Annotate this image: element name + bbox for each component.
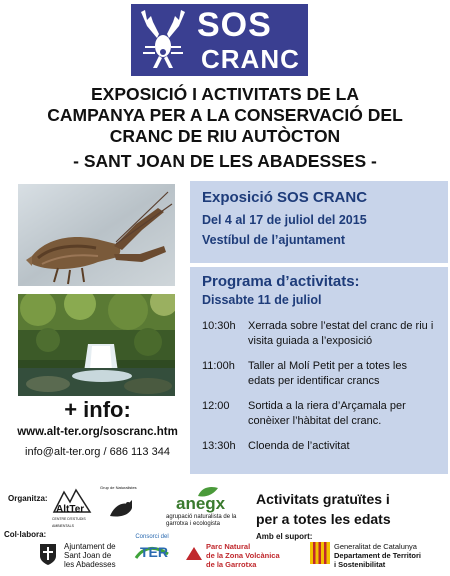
parc-line-2: de la Zona Volcànica [206,551,280,560]
bird-logo [106,494,136,524]
activity-time: 11:00h [202,360,235,372]
organitza-label: Organitza: [8,494,48,503]
anegx-subtitle-2: i ecologista [190,521,221,527]
free-activities-line-1: Activitats gratuïtes i [256,491,390,507]
program-day: Dissabte 11 de juliol [202,293,322,307]
ajuntament-line-1: Ajuntament de [64,542,116,551]
ajuntament-line-2: Sant Joan de [64,551,112,560]
activity-time: 13:30h [202,440,236,452]
activity-item [202,399,436,429]
crab-icon [135,8,191,72]
free-activities-line-2: per a totes les edats [256,511,391,527]
info-heading: + info: [64,397,131,422]
ajuntament-line-3: les Abadesses [64,560,116,569]
coat-of-arms-icon [38,542,58,566]
exhibition-title: Exposició SOS CRANC [202,189,368,206]
river-photo [18,294,175,396]
exhibition-box [190,181,448,263]
generalitat-line-1: Generalitat de Catalunya [334,542,417,551]
more-info-block [10,398,185,458]
activity-text: Sortida a la riera d’Arçamala per conèixer l’hàbitat del cranc. [248,400,406,427]
crayfish-photo [18,184,175,286]
program-title: Programa d’activitats: [202,273,360,290]
sos-cranc-banner [131,4,308,76]
generalitat-line-2: Departament de Territori [334,551,421,560]
exhibition-venue: Vestíbul de l’ajuntament [202,233,346,247]
activity-text: Taller al Molí Petit per a totes les edats per identificar crancs [248,360,407,387]
activity-time: 10:30h [202,320,236,332]
ter-logo-text: TER [140,544,168,560]
info-url-link[interactable]: www.alt-ter.org/soscranc.htm [17,426,178,438]
exhibition-dates: Del 4 al 17 de juliol del 2015 [202,213,367,227]
bird-logo-text: Grup de Naturalistes [100,485,137,490]
support-label: Amb el suport: [256,532,313,541]
title-line-2: CAMPANYA PER A LA CONSERVACIÓ DEL [47,105,403,125]
senyera-icon [310,542,330,564]
title-line-3: CRANC DE RIU AUTÒCTON [109,126,341,146]
activity-item [202,359,436,389]
parc-line-1: Parc Natural [206,542,251,551]
activity-item [202,319,436,349]
volcano-icon [184,544,204,562]
collabora-label: Col·labora: [4,530,47,539]
activity-text: Cloenda de l’activitat [248,440,350,452]
anegx-subtitle-1: agrupació naturalista de la garrotxa [166,514,237,527]
activity-text: Xerrada sobre l’estat del cranc de riu i visita guiada a l’exposició [248,320,434,347]
altter-logo-subtitle: CENTRE D'ESTUDIS AMBIENTALS [52,517,86,528]
info-contact[interactable]: info@alt-ter.org / 686 113 344 [25,446,170,458]
parc-line-3: de la Garrotxa [206,560,257,569]
sponsors-footer [0,480,450,576]
activity-item [202,439,436,454]
anegx-logo: anegx [176,494,226,513]
consorci-label: Consorci del [135,534,169,540]
generalitat-line-3: i Sostenibilitat [334,560,386,569]
banner-title-sos: SOS [197,6,272,44]
altter-logo-text: AltTer [56,504,85,515]
title-line-4: - SANT JOAN DE LES ABADESSES - [73,151,377,171]
activity-list [202,319,436,454]
banner-title-cranc: CRANC [201,44,300,74]
title-line-1: EXPOSICIÓ I ACTIVITATS DE LA [90,84,360,104]
event-title [0,84,450,172]
program-box [190,267,448,474]
activity-time: 12:00 [202,400,230,412]
